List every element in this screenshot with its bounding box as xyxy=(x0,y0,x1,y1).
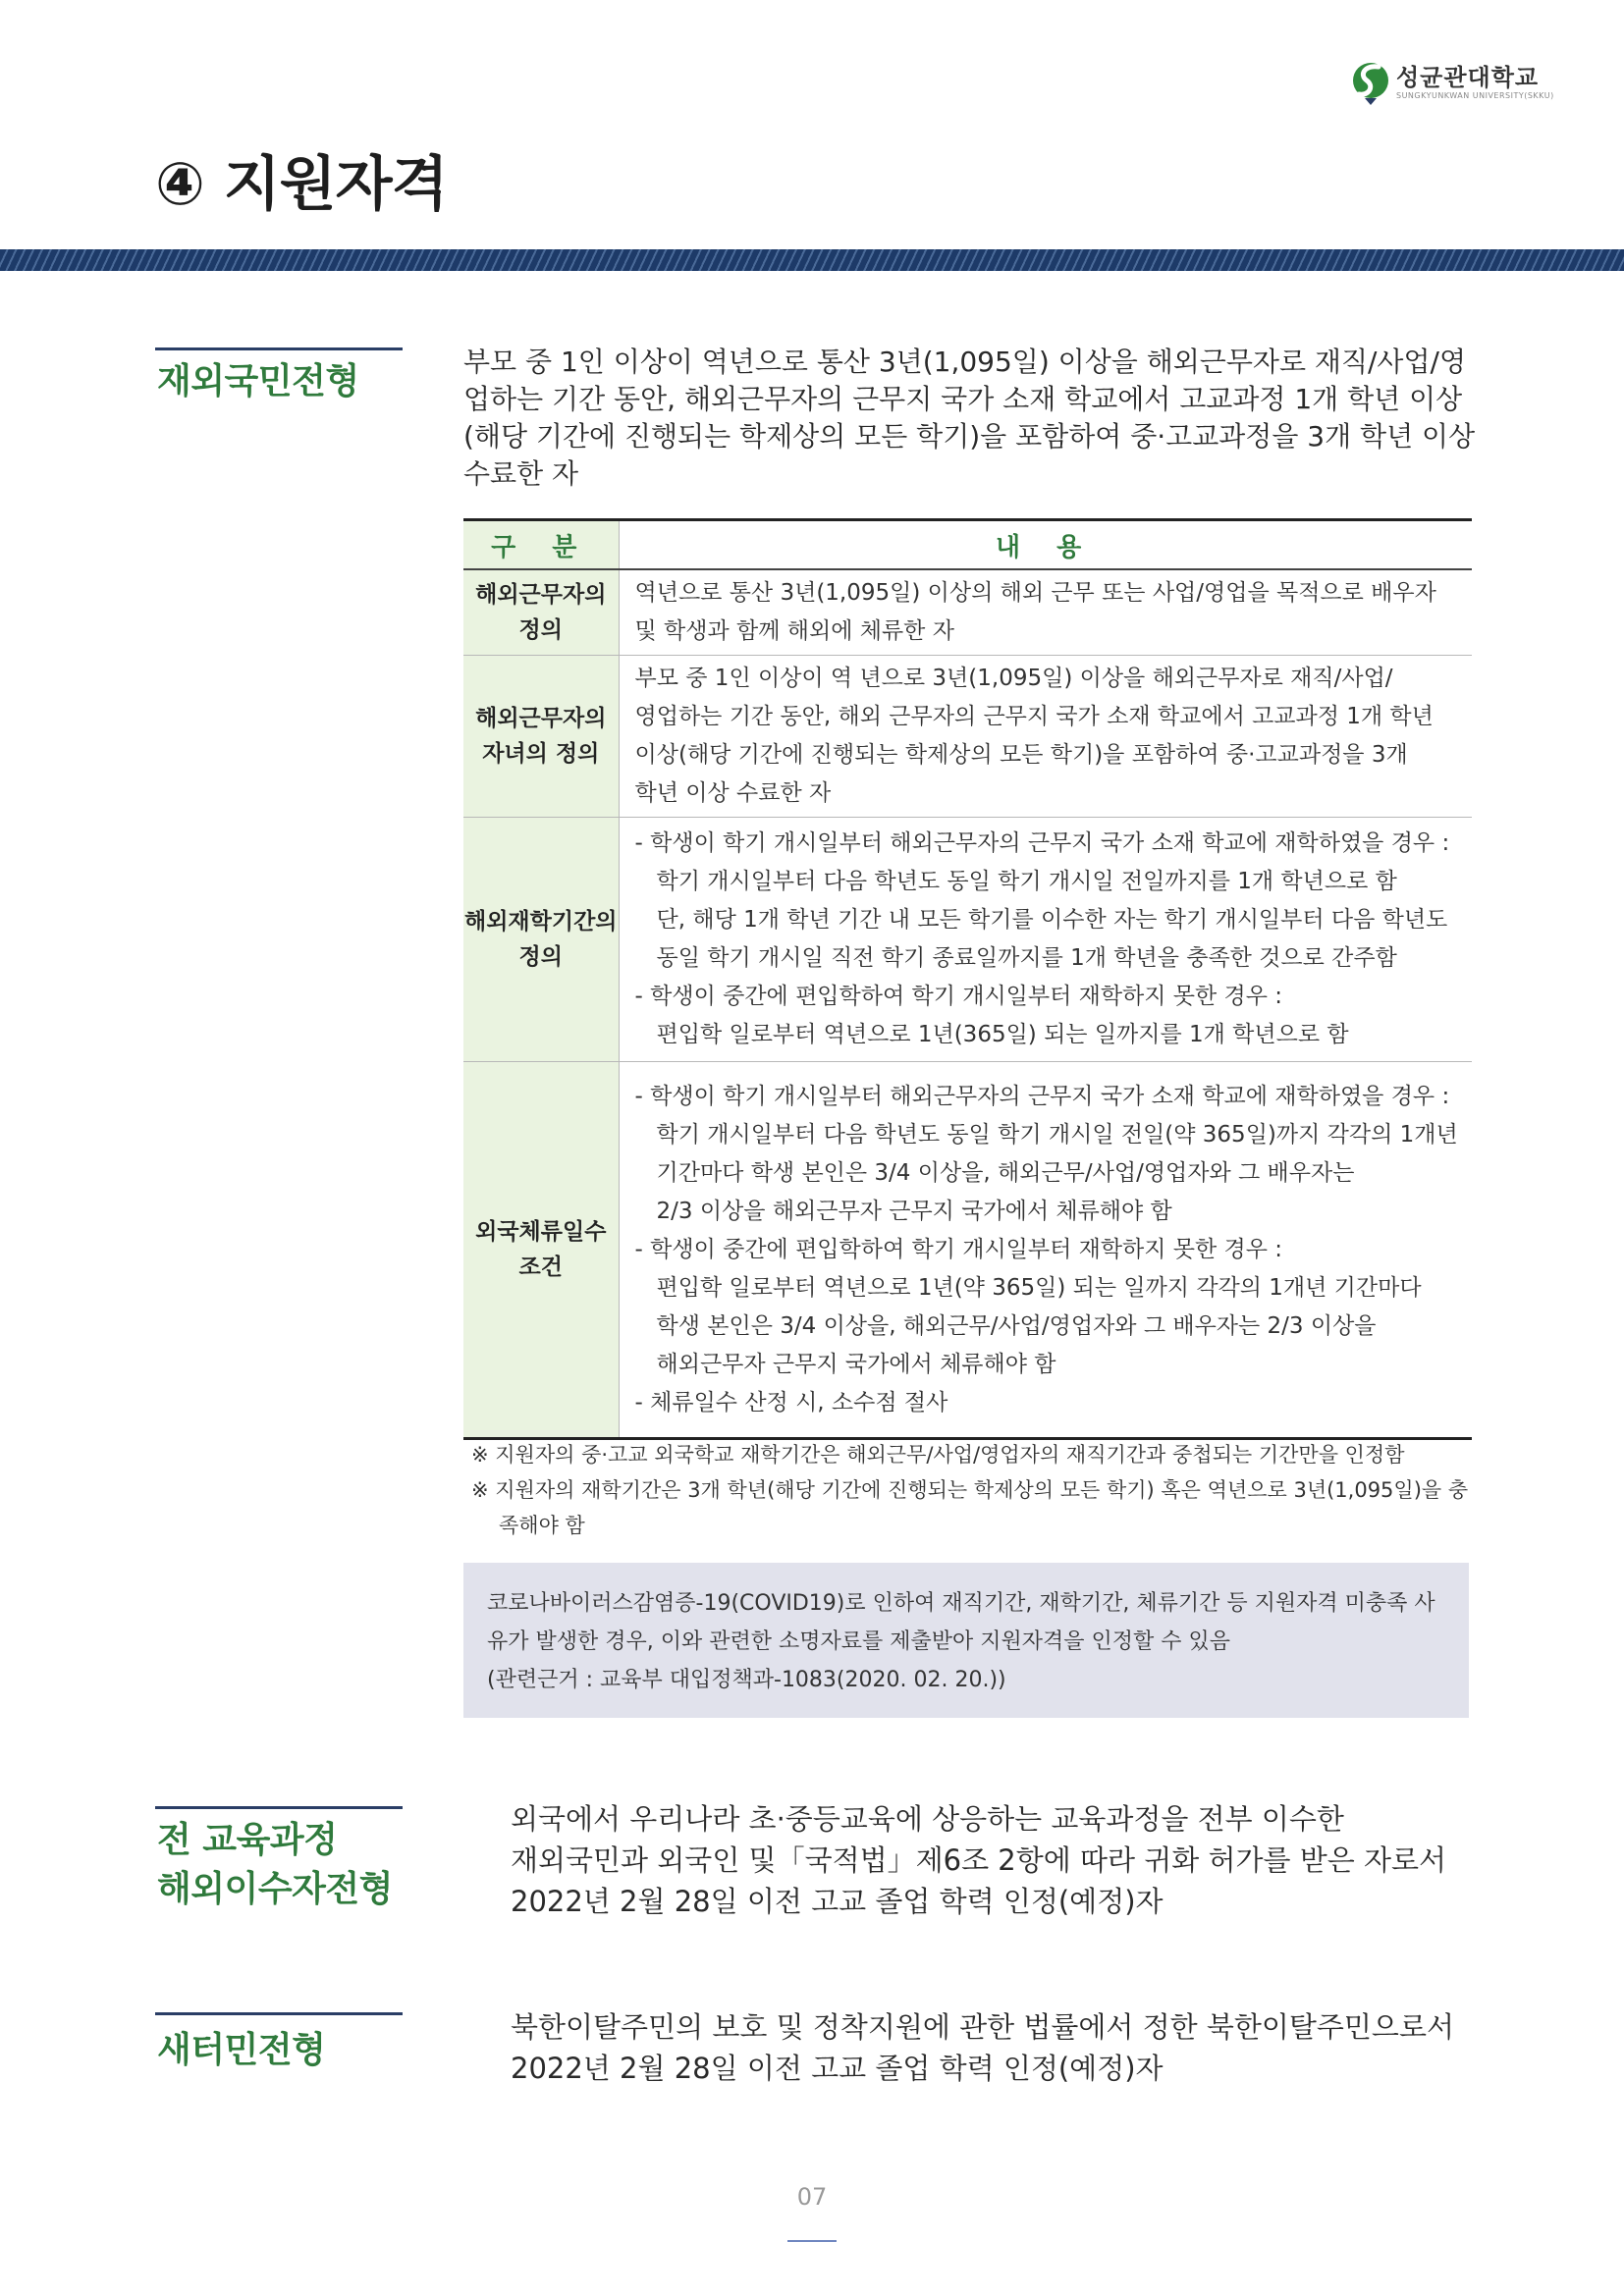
qualification-table xyxy=(463,518,1472,1440)
content-line: - 학생이 중간에 편입학하여 학기 개시일부터 재학하지 못한 경우 : xyxy=(634,1236,1283,1262)
row-content xyxy=(619,569,1472,656)
note-line: ※ 지원자의 재학기간은 3개 학년(해당 기간에 진행되는 학제상의 모든 학기) 혹은 역년으로 3년(1,095일)을 충 xyxy=(471,1478,1469,1502)
label-line: 자녀의 정의 xyxy=(482,741,600,767)
label-line: 정의 xyxy=(518,944,563,970)
table-row xyxy=(463,569,1472,656)
section-desc-full-abroad xyxy=(511,1798,1469,1922)
note-line: 족해야 함 xyxy=(499,1514,585,1537)
row-label xyxy=(463,569,619,656)
covid-line: 코로나바이러스감염증-19(COVID19)로 인하여 재직기간, 재학기간, 체류기간 등 지원자격 미충족 사 xyxy=(487,1591,1435,1616)
content-line: 2/3 이상을 해외근무자 근무지 국가에서 체류해야 함 xyxy=(656,1198,1172,1224)
page-number: 07 xyxy=(796,2183,828,2211)
label-line: 해외재학기간의 xyxy=(464,909,618,934)
content-line: 부모 중 1인 이상이 역 년으로 3년(1,095일) 이상을 해외근무자로 재직/사업/ xyxy=(634,666,1393,691)
section-rule-full-abroad xyxy=(155,1806,403,1809)
covid-line: (관련근거 : 교육부 대입정책과-1083(2020. 02. 20.)) xyxy=(487,1668,1006,1692)
content-line: - 학생이 중간에 편입학하여 학기 개시일부터 재학하지 못한 경우 : xyxy=(634,984,1283,1009)
label-line: 조건 xyxy=(518,1255,563,1280)
row-content xyxy=(619,1062,1472,1439)
desc-line: 외국에서 우리나라 초·중등교육에 상응하는 교육과정을 전부 이수한 xyxy=(511,1802,1344,1836)
header-stripe-divider xyxy=(0,249,1624,271)
header-category: 구 분 xyxy=(463,520,619,570)
desc-line: 업하는 기간 동안, 해외근무자의 근무지 국가 소재 학교에서 고교과정 1개 학년 이상 xyxy=(463,383,1463,415)
content-line: 학년 이상 수료한 자 xyxy=(634,780,832,806)
desc-line: 2022년 2월 28일 이전 고교 졸업 학력 인정(예정)자 xyxy=(511,1885,1164,1918)
table-header-row xyxy=(463,520,1472,570)
desc-line: 부모 중 1인 이상이 역년으로 통산 3년(1,095일) 이상을 해외근무자로 재직/사업/영 xyxy=(463,346,1467,378)
content-line: 역년으로 통산 3년(1,095일) 이상의 해외 근무 또는 사업/영업을 목적으로 배우자 xyxy=(634,580,1436,606)
logo-korean-name: 성균관대학교 xyxy=(1396,64,1540,91)
content-line: 학기 개시일부터 다음 학년도 동일 학기 개시일 전일(약 365일)까지 각각의 1개년 xyxy=(656,1121,1458,1148)
logo-text xyxy=(1396,64,1554,101)
content-line: - 학생이 학기 개시일부터 해외근무자의 근무지 국가 소재 학교에 재학하였을 경우 : xyxy=(634,830,1450,856)
label-line: 해외근무자의 xyxy=(475,706,607,731)
desc-line: (해당 기간에 진행되는 학제상의 모든 학기)을 포함하여 중·고교과정을 3개 학년 이상 xyxy=(463,420,1476,453)
section-title-full-abroad xyxy=(157,1816,393,1914)
desc-line: 2022년 2월 28일 이전 고교 졸업 학력 인정(예정)자 xyxy=(511,2052,1164,2085)
desc-line: 수료한 자 xyxy=(463,457,579,490)
page-title: ④ 지원자격 xyxy=(155,150,448,219)
table-row xyxy=(463,1062,1472,1439)
row-label xyxy=(463,1062,619,1439)
covid-line: 유가 발생한 경우, 이와 관련한 소명자료를 제출받아 지원자격을 인정할 수 있음 xyxy=(487,1629,1230,1654)
table-row xyxy=(463,818,1472,1062)
content-line: 편입학 일로부터 역년으로 1년(365일) 되는 일까지를 1개 학년으로 함 xyxy=(656,1022,1349,1047)
label-line: 정의 xyxy=(518,617,563,643)
logo-english-name: SUNGKYUNKWAN UNIVERSITY(SKKU) xyxy=(1396,91,1554,100)
desc-line: 재외국민과 외국인 및「국적법」제6조 2항에 따라 귀화 허가를 받은 자로서 xyxy=(511,1843,1447,1877)
content-line: 학기 개시일부터 다음 학년도 동일 학기 개시일 전일까지를 1개 학년으로 함 xyxy=(656,869,1397,894)
section-title-line: 전 교육과정 xyxy=(157,1820,338,1860)
row-content xyxy=(619,818,1472,1062)
covid-notice-box xyxy=(463,1563,1469,1718)
section-rule-defector xyxy=(155,2012,403,2015)
label-line: 외국체류일수 xyxy=(475,1219,607,1245)
page-number-underline xyxy=(787,2240,837,2242)
content-line: 단, 해당 1개 학년 기간 내 모든 학기를 이수한 자는 학기 개시일부터 다음 학년도 xyxy=(656,907,1448,933)
row-label xyxy=(463,656,619,818)
content-line: 영업하는 기간 동안, 해외 근무자의 근무지 국가 소재 학교에서 고교과정 1개 학년 xyxy=(634,704,1434,729)
section-title-overseas-korean: 재외국민전형 xyxy=(157,361,359,401)
content-line: 편입학 일로부터 역년으로 1년(약 365일) 되는 일까지 각각의 1개년 기간마다 xyxy=(656,1274,1422,1301)
row-label xyxy=(463,818,619,1062)
section-title-line: 해외이수자전형 xyxy=(157,1869,393,1909)
table-row xyxy=(463,656,1472,818)
university-logo xyxy=(1351,59,1554,106)
content-line: 해외근무자 근무지 국가에서 체류해야 함 xyxy=(656,1351,1056,1377)
label-line: 해외근무자의 xyxy=(475,582,607,608)
section-desc-overseas-korean xyxy=(463,344,1475,493)
content-line: - 학생이 학기 개시일부터 해외근무자의 근무지 국가 소재 학교에 재학하였을 경우 : xyxy=(634,1083,1450,1109)
skku-emblem-icon xyxy=(1351,59,1390,106)
content-line: 이상(해당 기간에 진행되는 학제상의 모든 학기)을 포함하여 중·고교과정을 3개 xyxy=(634,742,1408,768)
content-line: 기간마다 학생 본인은 3/4 이상을, 해외근무/사업/영업자와 그 배우자는 xyxy=(656,1159,1355,1186)
section-desc-defector xyxy=(511,2006,1469,2089)
header-content: 내 용 xyxy=(619,520,1472,570)
desc-line: 북한이탈주민의 보호 및 정착지원에 관한 법률에서 정한 북한이탈주민으로서 xyxy=(511,2010,1454,2044)
row-content xyxy=(619,656,1472,818)
content-line: 동일 학기 개시일 직전 학기 종료일까지를 1개 학년을 충족한 것으로 간주함 xyxy=(656,945,1397,971)
content-line: 및 학생과 함께 해외에 체류한 자 xyxy=(634,618,954,644)
section-rule-overseas-korean xyxy=(155,347,403,350)
content-line: - 체류일수 산정 시, 소수점 절사 xyxy=(634,1389,948,1415)
note-line: ※ 지원자의 중·고교 외국학교 재학기간은 해외근무/사업/영업자의 재직기간과 중첩되는 기간만을 인정함 xyxy=(471,1443,1405,1467)
section-title-defector: 새터민전형 xyxy=(157,2030,326,2070)
content-line: 학생 본인은 3/4 이상을, 해외근무/사업/영업자와 그 배우자는 2/3 이상을 xyxy=(656,1312,1377,1339)
